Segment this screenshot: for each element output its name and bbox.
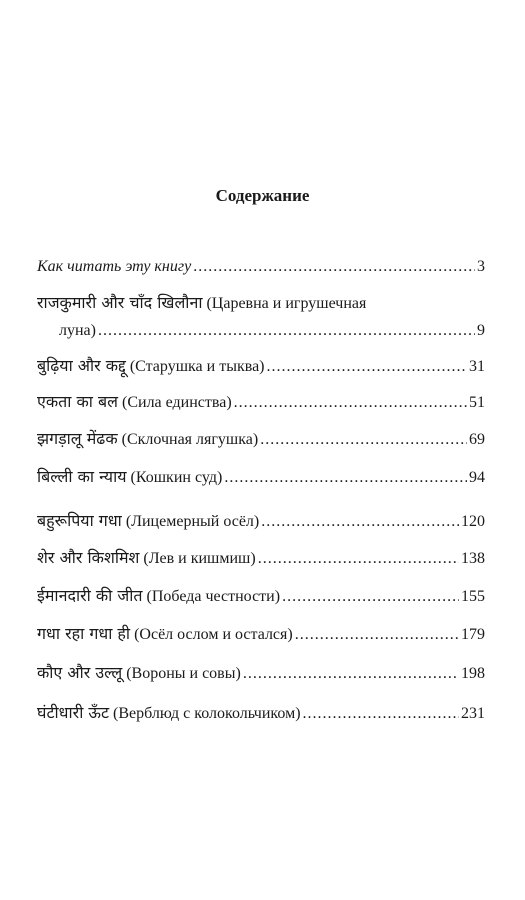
toc-entry (37, 662, 485, 685)
toc-title-ru-continued: луна) (59, 322, 96, 339)
toc-entry (37, 292, 485, 342)
toc-title-hi: राजकुमारी और चाँद खिलौना (37, 293, 203, 312)
toc-title-hi: बुढ़िया और कद्दू (37, 356, 126, 375)
toc-page-number: 3 (477, 258, 485, 275)
toc-title-hi: एकता का बल (37, 392, 118, 411)
toc-page-number: 138 (461, 550, 485, 567)
toc-entry (37, 466, 485, 489)
dot-leader (282, 586, 459, 608)
toc-title-ru: (Сила единства) (122, 394, 232, 411)
dot-leader (98, 320, 475, 342)
toc-title-ru: (Кошкин суд) (130, 469, 223, 486)
toc-page-number: 69 (469, 431, 485, 448)
dot-leader (303, 703, 459, 725)
toc-title-ru: (Верблюд с колокольчиком) (113, 705, 301, 722)
toc-title-hi: कौए और उल्लू (37, 663, 123, 682)
toc-title-ru: (Склочная лягушка) (121, 431, 259, 448)
toc-title-ru: Как читать эту книгу (37, 258, 192, 275)
toc-entry (37, 391, 485, 414)
toc-entry (37, 510, 485, 533)
toc-title-hi: झगड़ालू मेंढक (37, 429, 118, 448)
toc-title-hi: बिल्ली का न्याय (37, 467, 127, 486)
toc-page-number: 179 (461, 626, 485, 643)
toc-page-number: 9 (477, 322, 485, 339)
dot-leader (224, 467, 467, 489)
dot-leader (193, 256, 475, 278)
toc-page-number: 231 (461, 705, 485, 722)
toc-title-ru: (Старушка и тыква) (129, 358, 265, 375)
toc-title-ru: (Победа честности) (146, 588, 281, 605)
toc-entry (37, 585, 485, 608)
dot-leader (234, 392, 467, 414)
dot-leader (258, 548, 459, 570)
toc-title-ru: (Лицемерный осёл) (125, 513, 260, 530)
toc-page-number: 155 (461, 588, 485, 605)
toc-entry (37, 702, 485, 725)
toc-page-number: 120 (461, 513, 485, 530)
dot-leader (267, 356, 468, 378)
toc-entry (37, 355, 485, 378)
toc-page-number: 198 (461, 665, 485, 682)
toc-title-ru: (Лев и кишмиш) (143, 550, 256, 567)
toc-entry (37, 547, 485, 570)
toc-page-number: 94 (469, 469, 485, 486)
dot-leader (260, 429, 467, 451)
toc-page-number: 31 (469, 358, 485, 375)
toc-page-number: 51 (469, 394, 485, 411)
toc-title-hi: घंटीधारी ऊँट (37, 703, 110, 722)
toc-title-ru: (Осёл ослом и остался) (134, 626, 293, 643)
dot-leader (261, 511, 459, 533)
dot-leader (295, 624, 459, 646)
toc-title-hi: गधा रहा गधा ही (37, 624, 131, 643)
toc-title-ru: (Царевна и игрушечная (206, 295, 367, 312)
toc-title-ru: (Вороны и совы) (126, 665, 241, 682)
toc-title-hi: बहुरूपिया गधा (37, 511, 122, 530)
toc-entry (37, 256, 485, 278)
toc-title-hi: ईमानदारी की जीत (37, 586, 143, 605)
toc-title-hi: शेर और किशमिश (37, 548, 140, 567)
toc-entry (37, 428, 485, 451)
dot-leader (243, 663, 459, 685)
toc-entry (37, 623, 485, 646)
page-title: Содержание (215, 186, 310, 205)
